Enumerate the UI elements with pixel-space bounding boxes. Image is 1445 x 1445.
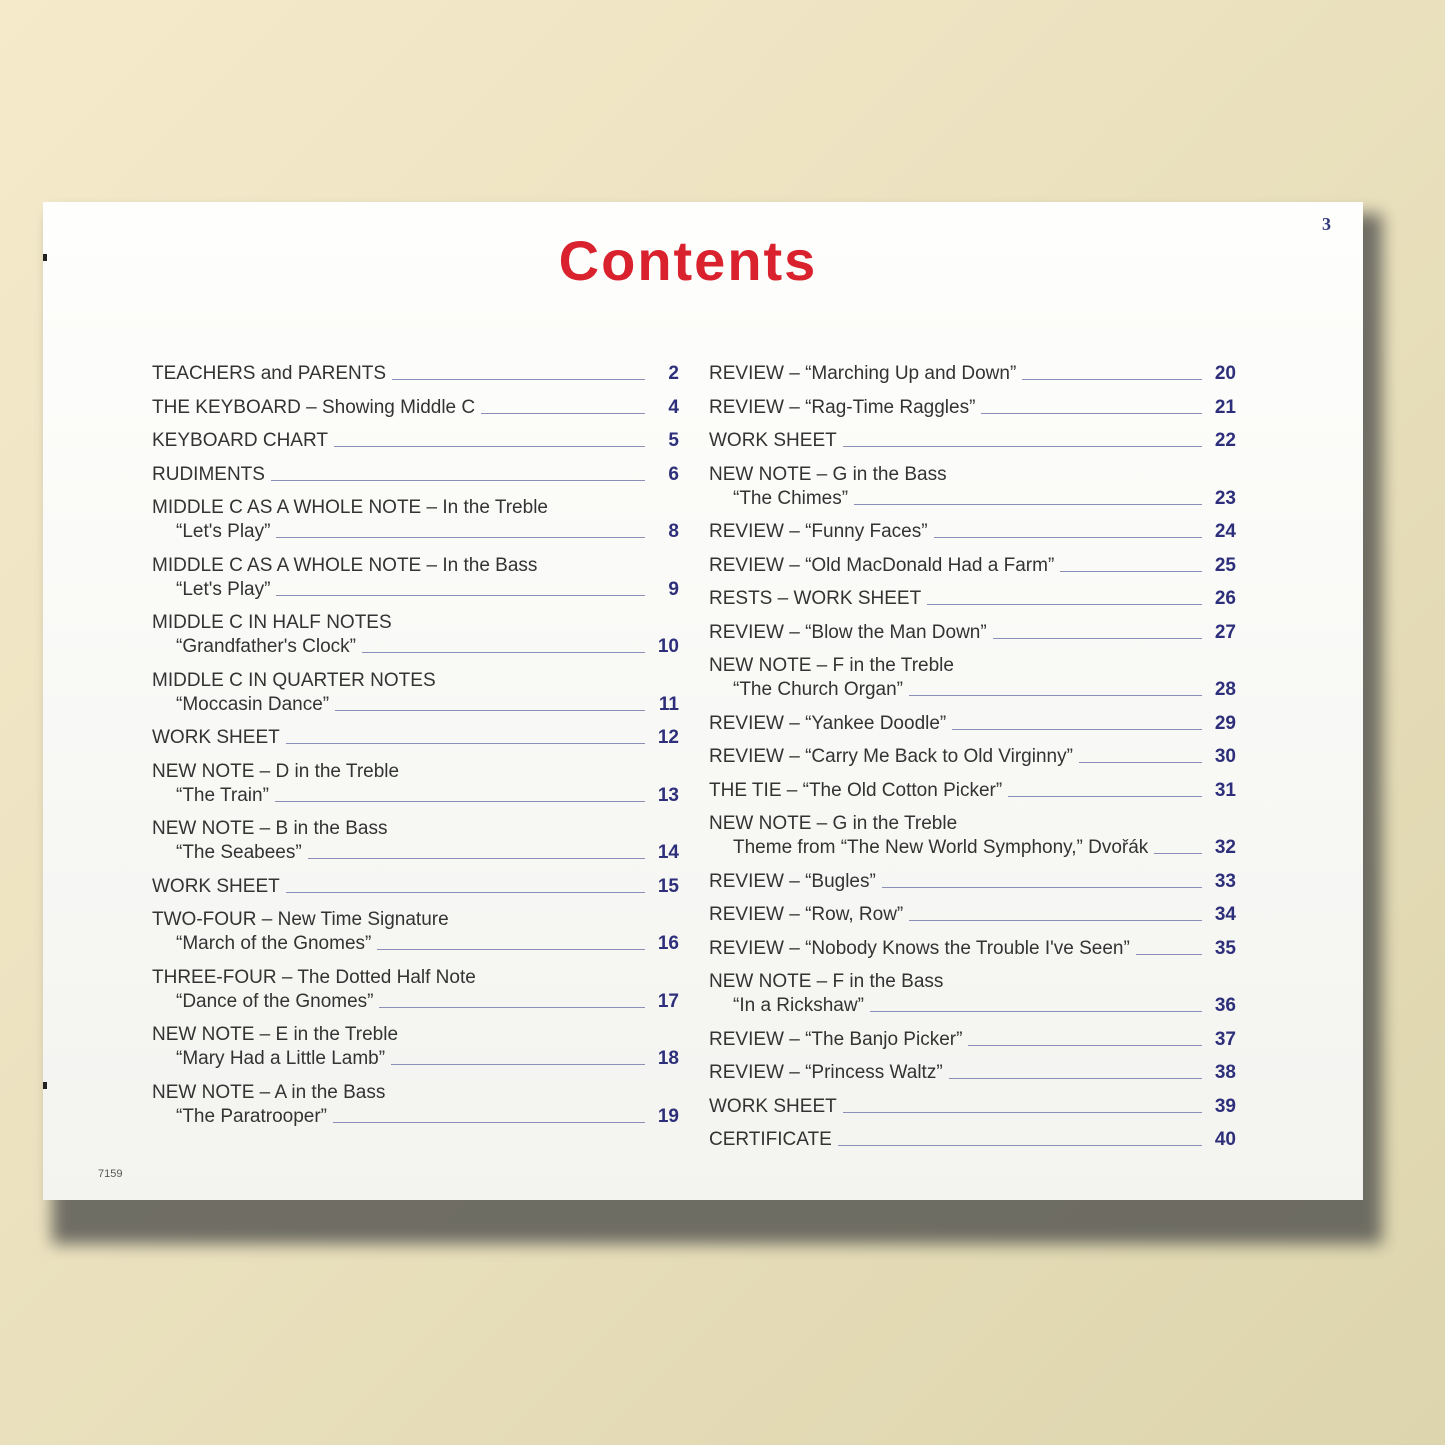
toc-entry xyxy=(709,621,1236,645)
toc-entry xyxy=(709,779,1236,803)
entry-title: REVIEW – “Carry Me Back to Old Virginny” xyxy=(709,746,1073,767)
toc-entry xyxy=(709,712,1236,736)
toc-entry xyxy=(709,362,1236,386)
page-ref: 23 xyxy=(1214,487,1236,509)
page-ref: 28 xyxy=(1214,679,1236,700)
dot-leader xyxy=(1079,762,1202,763)
entry-title: REVIEW – “Princess Waltz” xyxy=(709,1062,943,1083)
entry-title: WORK SHEET xyxy=(152,875,280,897)
dot-leader xyxy=(334,446,645,447)
toc-entry xyxy=(709,1095,1236,1119)
entry-title: NEW NOTE – A in the Bass xyxy=(152,1081,386,1103)
dot-leader xyxy=(308,858,645,859)
page-ref: 36 xyxy=(1214,995,1236,1016)
dot-leader xyxy=(968,1045,1202,1046)
page-ref: 27 xyxy=(1214,621,1236,643)
entry-title: THREE-FOUR – The Dotted Half Note xyxy=(152,966,476,988)
dot-leader xyxy=(909,695,1202,696)
toc-entry xyxy=(709,1061,1236,1085)
entry-title: NEW NOTE – E in the Treble xyxy=(152,1024,399,1045)
toc-entry xyxy=(709,587,1236,611)
page-number: 3 xyxy=(1322,214,1331,234)
page-ref: 12 xyxy=(657,727,679,748)
toc-entry xyxy=(152,496,679,544)
page-ref: 22 xyxy=(1214,430,1236,451)
toc-entry xyxy=(709,812,1236,860)
toc-entry xyxy=(709,1028,1236,1052)
toc-entry xyxy=(709,870,1236,894)
entry-subtitle: “The Chimes” xyxy=(733,487,849,509)
dot-leader xyxy=(276,537,645,538)
entry-subtitle: “Let's Play” xyxy=(176,521,271,542)
toc-entry xyxy=(709,520,1236,544)
entry-title: WORK SHEET xyxy=(152,727,280,748)
dot-leader xyxy=(981,413,1202,414)
entry-title: REVIEW – “Rag-Time Raggles” xyxy=(709,396,976,418)
page-ref: 25 xyxy=(1214,554,1236,576)
catalog-code: 7159 xyxy=(98,1168,123,1180)
page-ref: 19 xyxy=(657,1105,679,1127)
entry-title: REVIEW – “The Banjo Picker” xyxy=(709,1028,963,1050)
page-ref: 2 xyxy=(668,363,679,384)
page-ref: 6 xyxy=(668,463,679,485)
toc-entry xyxy=(152,1081,679,1129)
page-ref: 10 xyxy=(657,636,679,657)
page-ref: 21 xyxy=(1214,396,1236,418)
page-ref: 34 xyxy=(1214,904,1236,925)
entry-title: WORK SHEET xyxy=(709,1095,837,1117)
entry-subtitle: “The Train” xyxy=(176,784,269,806)
entry-title: REVIEW – “Funny Faces” xyxy=(709,521,928,542)
dot-leader xyxy=(286,743,645,744)
entry-subtitle: Theme from “The New World Symphony,” Dvořák xyxy=(733,837,1149,858)
entry-subtitle: “Let's Play” xyxy=(176,578,271,600)
page-ref: 31 xyxy=(1214,779,1236,801)
page-ref: 9 xyxy=(668,578,679,600)
dot-leader xyxy=(1022,379,1202,380)
dot-leader xyxy=(276,595,645,596)
entry-title: RUDIMENTS xyxy=(152,463,265,485)
toc-entry xyxy=(709,654,1236,702)
dot-leader xyxy=(333,1122,645,1123)
toc-entry xyxy=(152,817,679,865)
toc-entry xyxy=(709,1128,1236,1152)
entry-title: NEW NOTE – B in the Bass xyxy=(152,818,388,839)
entry-title: KEYBOARD CHART xyxy=(152,430,328,451)
entry-subtitle: “The Paratrooper” xyxy=(176,1105,328,1127)
page-ref: 5 xyxy=(668,430,679,451)
entry-title: MIDDLE C IN HALF NOTES xyxy=(152,612,392,633)
toc-entry xyxy=(152,362,679,386)
entry-title: NEW NOTE – G in the Treble xyxy=(709,813,958,834)
dot-leader xyxy=(838,1145,1202,1146)
page-ref: 17 xyxy=(657,990,679,1012)
entry-title: THE KEYBOARD – Showing Middle C xyxy=(152,396,476,418)
entry-subtitle: “March of the Gnomes” xyxy=(176,933,372,954)
entry-title: REVIEW – “Blow the Man Down” xyxy=(709,621,987,643)
dot-leader xyxy=(854,504,1202,505)
dot-leader xyxy=(843,1112,1202,1113)
page-ref: 33 xyxy=(1214,870,1236,892)
toc-entry xyxy=(152,760,679,808)
entry-title: REVIEW – “Bugles” xyxy=(709,870,876,892)
toc-entry xyxy=(152,908,679,956)
toc-entry xyxy=(709,970,1236,1018)
entry-title: NEW NOTE – D in the Treble xyxy=(152,760,400,782)
entry-title: REVIEW – “Marching Up and Down” xyxy=(709,363,1017,384)
dot-leader xyxy=(481,413,645,414)
entry-title: RESTS – WORK SHEET xyxy=(709,588,922,609)
dot-leader xyxy=(949,1078,1202,1079)
dot-leader xyxy=(362,652,645,653)
page-ref: 14 xyxy=(657,842,679,863)
entry-title: REVIEW – “Old MacDonald Had a Farm” xyxy=(709,554,1055,576)
dot-leader xyxy=(1136,954,1202,955)
toc-entry xyxy=(152,463,679,487)
entry-title: MIDDLE C IN QUARTER NOTES xyxy=(152,669,436,691)
toc-entry xyxy=(709,554,1236,578)
entry-title: WORK SHEET xyxy=(709,430,837,451)
dot-leader xyxy=(882,887,1202,888)
toc-entry xyxy=(152,396,679,420)
dot-leader xyxy=(1154,853,1202,854)
dot-leader xyxy=(392,379,645,380)
entry-subtitle: “Dance of the Gnomes” xyxy=(176,990,374,1012)
entry-title: NEW NOTE – F in the Treble xyxy=(709,655,954,676)
entry-title: REVIEW – “Yankee Doodle” xyxy=(709,712,947,734)
dot-leader xyxy=(377,949,645,950)
dot-leader xyxy=(1060,571,1202,572)
entry-subtitle: “Mary Had a Little Lamb” xyxy=(176,1048,386,1069)
entry-title: NEW NOTE – F in the Bass xyxy=(709,971,944,992)
toc-entry xyxy=(152,966,679,1014)
toc-entry xyxy=(709,937,1236,961)
toc-entry xyxy=(152,669,679,717)
book-page xyxy=(43,202,1363,1200)
dot-leader xyxy=(335,710,645,711)
entry-title: NEW NOTE – G in the Bass xyxy=(709,463,947,485)
entry-title: THE TIE – “The Old Cotton Picker” xyxy=(709,779,1003,801)
entry-subtitle: “The Seabees” xyxy=(176,842,302,863)
entry-title: MIDDLE C AS A WHOLE NOTE – In the Treble xyxy=(152,497,548,518)
dot-leader xyxy=(275,801,645,802)
entry-title: MIDDLE C AS A WHOLE NOTE – In the Bass xyxy=(152,554,538,576)
toc-entry xyxy=(152,875,679,899)
entry-title: REVIEW – “Nobody Knows the Trouble I've Seen” xyxy=(709,937,1130,959)
page-ref: 4 xyxy=(668,396,679,418)
toc-entry xyxy=(152,611,679,659)
toc-entry xyxy=(709,396,1236,420)
entry-title: TEACHERS and PARENTS xyxy=(152,363,387,384)
page-ref: 37 xyxy=(1214,1028,1236,1050)
entry-subtitle: “In a Rickshaw” xyxy=(733,995,864,1016)
page-ref: 35 xyxy=(1214,937,1236,959)
toc-entry xyxy=(152,554,679,602)
page-ref: 13 xyxy=(657,784,679,806)
dot-leader xyxy=(927,604,1202,605)
dot-leader xyxy=(286,892,645,893)
page-ref: 15 xyxy=(657,875,679,897)
entry-title: TWO-FOUR – New Time Signature xyxy=(152,909,449,930)
toc-entry xyxy=(709,429,1236,453)
toc-entry xyxy=(152,1023,679,1071)
dot-leader xyxy=(391,1064,645,1065)
page-ref: 8 xyxy=(668,521,679,542)
entry-subtitle: “Moccasin Dance” xyxy=(176,693,330,715)
toc-entry xyxy=(709,463,1236,511)
page-ref: 32 xyxy=(1214,837,1236,858)
toc-entry xyxy=(152,429,679,453)
dot-leader xyxy=(993,638,1202,639)
page-ref: 39 xyxy=(1214,1095,1236,1117)
page-ref: 30 xyxy=(1214,746,1236,767)
dot-leader xyxy=(843,446,1202,447)
toc-entry xyxy=(709,745,1236,769)
dot-leader xyxy=(1008,796,1202,797)
dot-leader xyxy=(934,537,1202,538)
page-ref: 40 xyxy=(1214,1129,1236,1150)
page-ref: 26 xyxy=(1214,588,1236,609)
dot-leader xyxy=(952,729,1202,730)
page-title: Contents xyxy=(558,229,818,292)
toc-entry xyxy=(152,726,679,750)
entry-subtitle: “Grandfather's Clock” xyxy=(176,636,356,657)
entry-title: REVIEW – “Row, Row” xyxy=(709,904,904,925)
dot-leader xyxy=(271,480,645,481)
page-ref: 38 xyxy=(1214,1062,1236,1083)
page-ref: 16 xyxy=(657,933,679,954)
dot-leader xyxy=(909,920,1202,921)
page-ref: 20 xyxy=(1214,363,1236,384)
dot-leader xyxy=(870,1011,1202,1012)
contents-left-column xyxy=(152,362,679,1138)
page-ref: 18 xyxy=(657,1048,679,1069)
binding-hole xyxy=(43,1082,47,1089)
entry-title: CERTIFICATE xyxy=(709,1129,832,1150)
entry-subtitle: “The Church Organ” xyxy=(733,679,904,700)
page-ref: 11 xyxy=(658,693,679,715)
page-ref: 29 xyxy=(1214,712,1236,734)
toc-entry xyxy=(709,903,1236,927)
contents-right-column xyxy=(709,362,1236,1162)
page-ref: 24 xyxy=(1214,521,1236,542)
dot-leader xyxy=(379,1007,645,1008)
